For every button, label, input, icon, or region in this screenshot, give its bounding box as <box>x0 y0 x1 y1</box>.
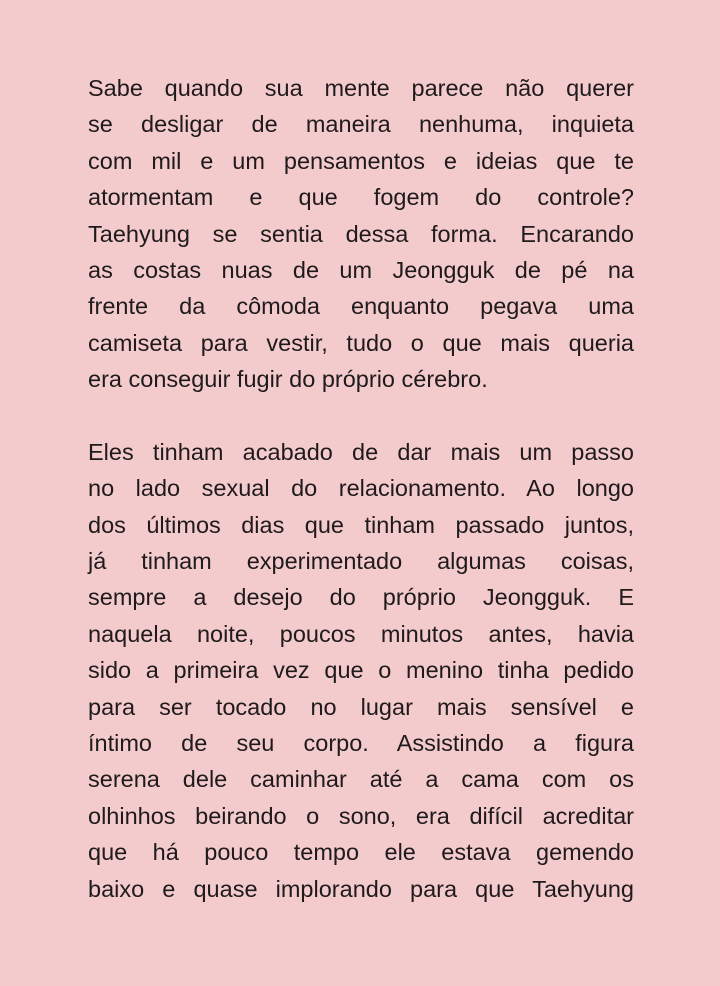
text-line: íntimo de seu corpo. Assistindo a figura <box>88 730 634 757</box>
text-line: Sabe quando sua mente parece não querer <box>88 75 634 101</box>
text-line: olhinhos beirando o sono, era difícil acreditar <box>88 802 634 829</box>
text-line: com mil e um pensamentos e ideias que te <box>88 147 634 174</box>
paragraph-gap <box>88 398 634 434</box>
paragraph-2 <box>88 434 634 907</box>
text-line: se desligar de maneira nenhuma, inquieta <box>88 111 634 138</box>
text-line: sido a primeira vez que o menino tinha pedido <box>88 657 634 684</box>
text-line: Eles tinham acabado de dar mais um passo <box>88 438 634 465</box>
text-page <box>88 70 634 907</box>
text-line: naquela noite, poucos minutos antes, havia <box>88 620 634 647</box>
text-line: já tinham experimentado algumas coisas, <box>88 548 634 575</box>
text-line: que há pouco tempo ele estava gemendo <box>88 839 634 866</box>
text-line: no lado sexual do relacionamento. Ao longo <box>88 475 634 502</box>
text-line: camiseta para vestir, tudo o que mais queria <box>88 329 634 356</box>
text-line: atormentam e que fogem do controle? <box>88 184 634 211</box>
text-line: as costas nuas de um Jeongguk de pé na <box>88 256 634 283</box>
text-line: Taehyung se sentia dessa forma. Encarando <box>88 220 634 247</box>
text-line: frente da cômoda enquanto pegava uma <box>88 293 634 320</box>
text-line: era conseguir fugir do próprio cérebro. <box>88 366 488 393</box>
text-line: para ser tocado no lugar mais sensível e <box>88 693 634 720</box>
text-line: serena dele caminhar até a cama com os <box>88 766 634 793</box>
paragraph-1 <box>88 70 634 398</box>
text-line: baixo e quase implorando para que Taehyung <box>88 875 634 902</box>
text-line: sempre a desejo do próprio Jeongguk. E <box>88 584 634 611</box>
text-line: dos últimos dias que tinham passado juntos, <box>88 511 634 538</box>
